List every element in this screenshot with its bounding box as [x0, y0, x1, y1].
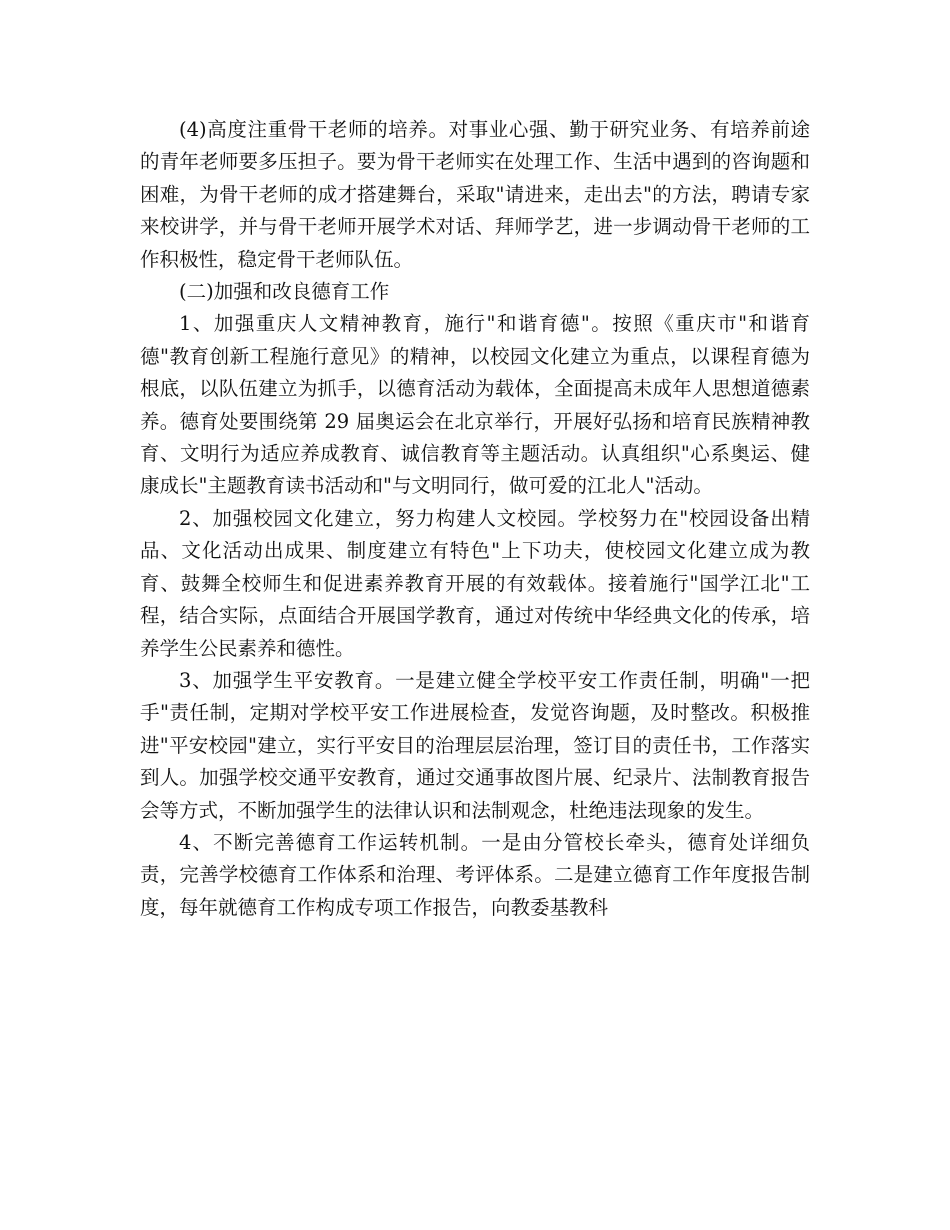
document-body: [140, 114, 810, 924]
paragraph-backbone-teachers: (4)高度注重骨干老师的培养。对事业心强、勤于研究业务、有培养前途的青年老师要多压担子。要为骨干老师实在处理工作、生活中遇到的咨询题和困难，为骨干老师的成才搭建舞台，采取"请进来，走出去"的方法，聘请专家来校讲学，并与骨干老师开展学术对话、拜师学艺，进一步调动骨干老师的工作积极性，稳定骨干老师队伍。: [140, 118, 810, 271]
paragraph-safety-education: 3、加强学生平安教育。一是建立健全学校平安工作责任制，明确"一把手"责任制，定期对学校平安工作进展检查，发觉咨询题，及时整改。积极推进"平安校园"建立，实行平安目的治理层层治理，签订目的责任书，工作落实到人。加强学校交通平安教育，通过交通事故图片展、纪录片、法制教育报告会等方式，不断加强学生的法律认识和法制观念，杜绝违法现象的发生。: [140, 668, 810, 822]
section-heading-moral-education: (二)加强和改良德育工作: [179, 280, 390, 304]
paragraph-campus-culture: 2、加强校园文化建立，努力构建人文校园。学校努力在"校园设备出精品、文化活动出成果、制度建立有特色"上下功夫，使校园文化建立成为教育、鼓舞全校师生和促进素养教育开展的有效载体。接着施行"国学江北"工程，结合实际，点面结合开展国学教育，通过对传统中华经典文化的传承，培养学生公民素养和德性。: [140, 506, 810, 660]
paragraph-humanistic-spirit: 1、加强重庆人文精神教育，施行"和谐育德"。按照《重庆市"和谐育德"教育创新工程施行意见》的精神，以校园文化建立为重点，以课程育德为根底，以队伍建立为抓手，以德育活动为载体，全面提高未成年人思想道德素养。德育处要围绕第 29 届奥运会在北京举行，开展好弘扬和培育民族精神教育、文明行为适应养成教育、诚信教育等主题活动。认真组织"心系奥运、健康成长"主题教育读书活动和"与文明同行，做可爱的江北人"活动。: [140, 312, 810, 498]
paragraph-operation-mechanism: 4、不断完善德育工作运转机制。一是由分管校长牵头，德育处详细负责，完善学校德育工作体系和治理、考评体系。二是建立德育工作年度报告制度，每年就德育工作构成专项工作报告，向教委基教科: [140, 830, 810, 919]
